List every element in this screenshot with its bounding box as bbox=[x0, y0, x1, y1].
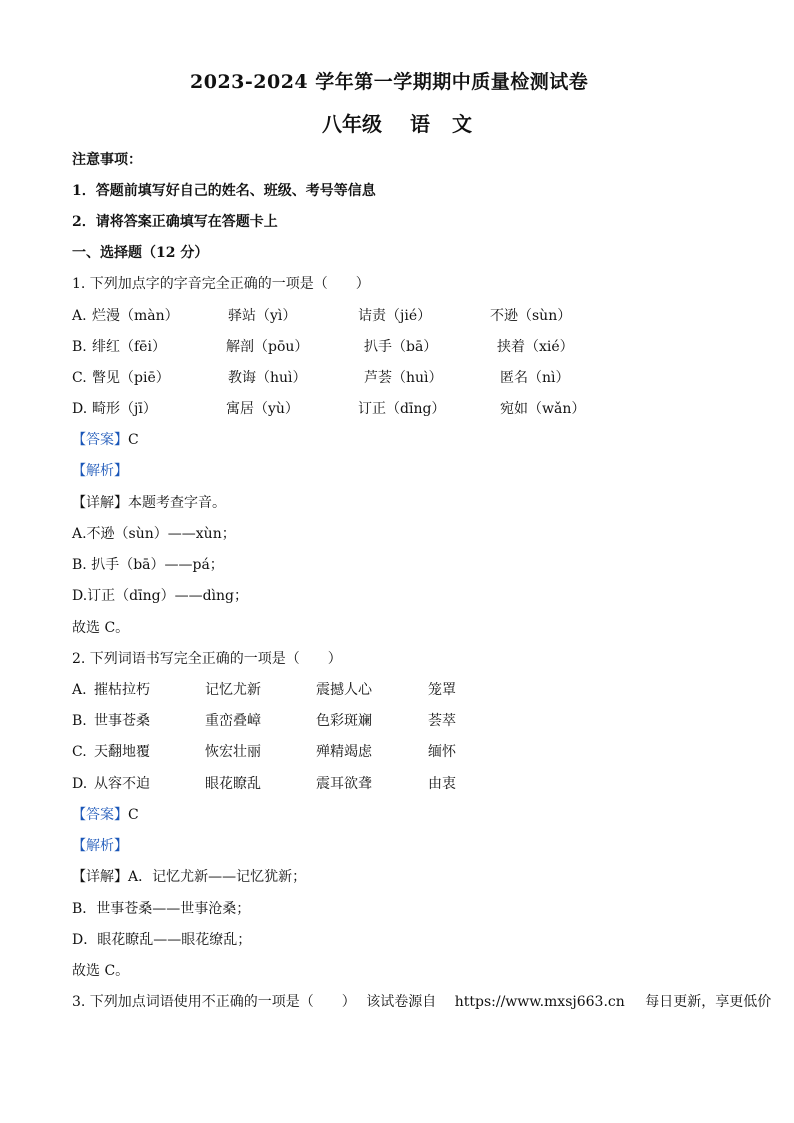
option-cell: 荟萃 bbox=[428, 713, 456, 729]
question-2-option-d bbox=[0, 775, 794, 795]
option-cell: 震耳欲聋 bbox=[316, 776, 372, 792]
option-label: C. bbox=[72, 370, 87, 386]
exam-subtitle-grade: 八年级 bbox=[322, 112, 382, 136]
question-2-option-c bbox=[0, 743, 794, 763]
question-2-explain-b: B．世事苍桑——世事沧桑； bbox=[72, 901, 251, 917]
question-1-conclusion: 故选 C。 bbox=[72, 620, 130, 636]
question-1-stem: 1. 下列加点字的字音完全正确的一项是（ ） bbox=[72, 276, 370, 292]
question-1-option-a bbox=[0, 307, 794, 327]
option-cell: 从容不迫 bbox=[94, 776, 150, 792]
option-cell: 眼花瞭乱 bbox=[205, 776, 261, 792]
question-2-stem: 2. 下列词语书写完全正确的一项是（ ） bbox=[72, 651, 342, 667]
option-label: C. bbox=[72, 744, 87, 760]
section-heading: 一、选择题（12 分） bbox=[72, 245, 209, 261]
source-note: 该试卷源自 bbox=[366, 994, 437, 1010]
option-label: D. bbox=[72, 776, 88, 792]
source-url-link[interactable]: https://www.mxsj663.cn bbox=[454, 994, 625, 1010]
exam-subtitle-subject-1: 语 bbox=[410, 112, 430, 136]
option-label: A. bbox=[72, 682, 87, 698]
answer-value: C bbox=[128, 432, 139, 448]
answer-value: C bbox=[128, 807, 139, 823]
option-cell: 笼罩 bbox=[428, 682, 456, 698]
option-cell: 色彩斑斓 bbox=[316, 713, 372, 729]
option-label: D. bbox=[72, 401, 88, 417]
question-2-answer bbox=[72, 806, 139, 824]
detail-text: A．记忆尤新——记忆犹新； bbox=[128, 869, 307, 885]
option-cell: 教诲（huì） bbox=[228, 370, 307, 386]
option-cell: 诘责（jié） bbox=[358, 308, 432, 324]
option-cell: 烂漫（màn） bbox=[92, 308, 179, 324]
exam-subtitle-subject-2: 文 bbox=[452, 112, 472, 136]
question-2-explain-d: D．眼花瞭乱——眼花缭乱； bbox=[72, 932, 252, 948]
notes-heading: 注意事项： bbox=[72, 152, 142, 168]
option-cell: 缅怀 bbox=[428, 744, 456, 760]
option-cell: 畸形（jī） bbox=[92, 401, 157, 417]
question-1-explain-a: A.不逊（sùn）——xùn； bbox=[72, 526, 236, 542]
question-2-option-b bbox=[0, 712, 794, 732]
notes-item-2: 2．请将答案正确填写在答题卡上 bbox=[72, 214, 278, 230]
option-cell: 震撼人心 bbox=[316, 682, 372, 698]
option-cell: 芦荟（huì） bbox=[364, 370, 443, 386]
option-cell: 驿站（yì） bbox=[228, 308, 297, 324]
detail-tag: 【详解】 bbox=[72, 869, 128, 885]
option-cell: 寓居（yù） bbox=[226, 401, 299, 417]
exam-title: 2023-2024 学年第一学期期中质量检测试卷 bbox=[190, 71, 589, 93]
option-cell: 匿名（nì） bbox=[500, 370, 570, 386]
question-2-detail bbox=[72, 868, 306, 886]
question-1-detail bbox=[72, 494, 226, 512]
option-cell: 世事苍桑 bbox=[94, 713, 150, 729]
answer-tag: 【答案】 bbox=[72, 807, 128, 823]
option-cell: 天翻地覆 bbox=[94, 744, 150, 760]
question-1-analysis-tag: 【解析】 bbox=[72, 463, 128, 479]
option-cell: 订正（dīng） bbox=[358, 401, 446, 417]
option-cell: 不逊（sùn） bbox=[490, 308, 572, 324]
question-1-option-b bbox=[0, 338, 794, 358]
notes-item-1: 1．答题前填写好自己的姓名、班级、考号等信息 bbox=[72, 183, 376, 199]
option-cell: 重峦叠嶂 bbox=[205, 713, 261, 729]
option-cell: 摧枯拉朽 bbox=[94, 682, 150, 698]
question-1-explain-d: D.订正（dīng）——dìng； bbox=[72, 588, 249, 604]
question-1-option-c bbox=[0, 369, 794, 389]
option-cell: 绯红（fēi） bbox=[92, 339, 166, 355]
option-label: B. bbox=[72, 713, 87, 729]
option-cell: 挟着（xié） bbox=[497, 339, 574, 355]
question-1-option-d bbox=[0, 400, 794, 420]
option-cell: 宛如（wǎn） bbox=[500, 401, 586, 417]
answer-tag: 【答案】 bbox=[72, 432, 128, 448]
question-2-analysis-tag: 【解析】 bbox=[72, 838, 128, 854]
question-3-line bbox=[72, 993, 771, 1011]
option-cell: 由衷 bbox=[428, 776, 456, 792]
question-1-explain-b: B. 扒手（bā）——pá； bbox=[72, 557, 224, 573]
question-3-stem: 3. 下列加点词语使用不正确的一项是（ ） bbox=[72, 994, 356, 1010]
option-cell: 殚精竭虑 bbox=[316, 744, 372, 760]
detail-text: 本题考查字音。 bbox=[128, 495, 226, 511]
option-cell: 解剖（pōu） bbox=[226, 339, 309, 355]
option-label: A. bbox=[72, 308, 87, 324]
detail-tag: 【详解】 bbox=[72, 495, 128, 511]
question-2-conclusion: 故选 C。 bbox=[72, 963, 130, 979]
option-cell: 瞥见（piē） bbox=[92, 370, 170, 386]
promo-text: 每日更新，享更低价 bbox=[645, 994, 772, 1010]
option-cell: 记忆尤新 bbox=[205, 682, 261, 698]
option-cell: 恢宏壮丽 bbox=[205, 744, 261, 760]
option-label: B. bbox=[72, 339, 87, 355]
question-1-answer bbox=[72, 431, 139, 449]
option-cell: 扒手（bā） bbox=[364, 339, 438, 355]
question-2-option-a bbox=[0, 681, 794, 701]
